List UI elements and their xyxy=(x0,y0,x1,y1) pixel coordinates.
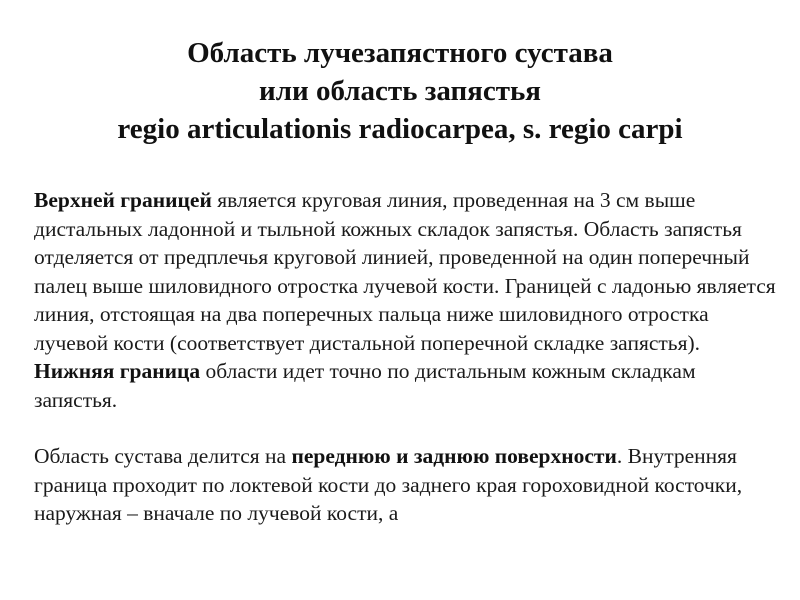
upper-boundary-text: является круговая линия, проведенная на 3 см выше дистальных ладонной и тыльной кожных складок запястья. Область запястья отделяется от предплечья круговой линией, проведенной на один поперечный палец выше шиловидного отростка лучевой кости. Границей с ладонью является линия, отстоящая на два поперечных пальца ниже шиловидного отростка лучевой кости (соответствует дистальной поперечной складке запястья). xyxy=(34,188,776,355)
paragraph-surfaces xyxy=(34,442,784,528)
upper-boundary-term: Верхней границей xyxy=(34,188,212,212)
body-text xyxy=(34,186,784,528)
surfaces-text: . Внутренняя граница проходит по локтевой кости до заднего края гороховидной косточки, наружная – вначале по лучевой кости, а xyxy=(34,444,743,525)
title-line-1: Область лучезапястного сустава xyxy=(187,37,613,69)
lower-boundary-term: Нижняя граница xyxy=(34,359,201,383)
slide-title xyxy=(0,34,800,148)
paragraph-boundaries xyxy=(34,186,784,414)
title-line-3: regio articulationis radiocarpea, s. regio carpi xyxy=(117,113,683,145)
title-line-2: или область запястья xyxy=(259,75,541,107)
lower-boundary-text: области идет точно по дистальным кожным складкам запястья. xyxy=(34,359,696,412)
surfaces-intro-text: Область сустава делится на xyxy=(34,444,292,468)
surfaces-term: переднюю и заднюю поверхности xyxy=(291,444,617,468)
